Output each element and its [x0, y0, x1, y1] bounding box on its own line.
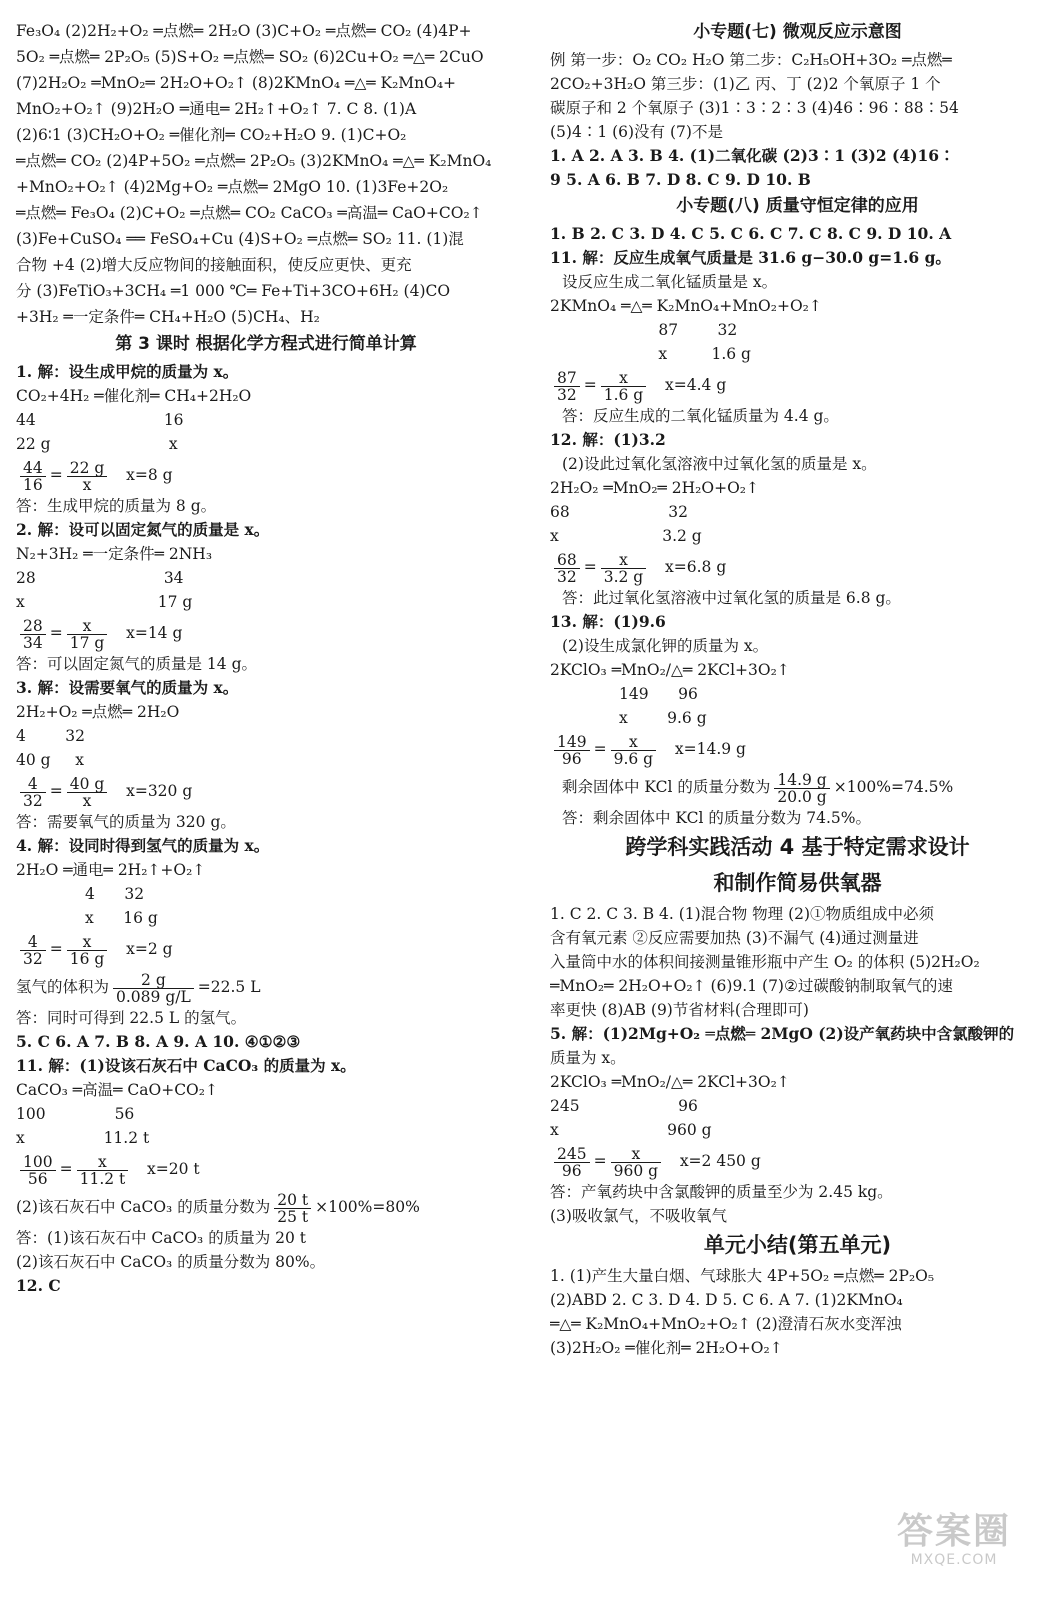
ratio-row: 28 34 [16, 569, 184, 587]
text-line: 质量为 x。 [550, 1049, 626, 1067]
result: x=6.8 g [665, 558, 727, 576]
watermark-text: 答案圈 [896, 1511, 1011, 1552]
text-line: 率更快 (8)AB (9)节省材料(合理即可) [550, 1001, 809, 1019]
answer: 答：(1)该石灰石中 CaCO₃ 的质量为 20 t [16, 1229, 306, 1247]
proportion: $\frac{149}{96}$ = $\frac{x}{9.6 g}$ x=14.9 g [550, 730, 1045, 768]
choice-answers: 5. C 6. A 7. B 8. A 9. A 10. ④①②③ [16, 1032, 301, 1051]
fraction-numerator: x [601, 370, 647, 387]
question-head: 2. 解：设可以固定氮气的质量是 x。 [16, 520, 270, 539]
text-line: ═△═ K₂MnO₄+MnO₂+O₂↑ (2)澄清石灰水变浑浊 [550, 1315, 902, 1333]
fraction-numerator: 149 [554, 734, 590, 751]
equation: 2H₂O₂ ═MnO₂═ 2H₂O+O₂↑ [550, 479, 760, 497]
fraction-denominator: 16 g [69, 949, 105, 968]
section-heading: 小专题(七) 微观反应示意图 [693, 22, 902, 42]
fraction-denominator: 96 [561, 749, 582, 768]
result: =22.5 L [197, 978, 261, 996]
equation: 2KClO₃ ═MnO₂/△═ 2KCl+3O₂↑ [550, 1073, 790, 1091]
ratio-row: 245 96 [550, 1097, 698, 1115]
watermark-url: MXQE.COM [910, 1552, 998, 1568]
answer: (2)该石灰石中 CaCO₃ 的质量分数为 80%。 [16, 1253, 326, 1271]
fraction-denominator: 32 [23, 791, 43, 810]
ratio-row: 149 96 [550, 685, 698, 703]
question-head: 4. 解：设同时得到氢气的质量为 x。 [16, 836, 270, 855]
proportion: $\frac{4}{32}$ = $\frac{40 g}{x}$ x=320 g [16, 772, 516, 810]
ratio-row: 4 32 [16, 727, 86, 745]
ratio-row: 4 32 [16, 885, 145, 903]
ratio-row: x 11.2 t [16, 1129, 150, 1147]
answer: 答：产氧药块中含氯酸钾的质量至少为 2.45 kg。 [550, 1183, 893, 1201]
text-line: 入量筒中水的体积间接测量锥形瓶中产生 O₂ 的体积 (5)2H₂O₂ [550, 953, 980, 971]
ratio-row: 68 32 [550, 503, 688, 521]
left-column [16, 18, 516, 1298]
answer: 答：同时可得到 22.5 L 的氢气。 [16, 1009, 247, 1027]
text-line: (5)4∶1 (6)没有 (7)不是 [550, 123, 723, 141]
fraction-denominator: 96 [561, 1161, 582, 1180]
ratio-row: x 3.2 g [550, 527, 702, 545]
volume-label: 氢气的体积为 [16, 978, 110, 996]
fraction-denominator: 0.089 g/L [116, 987, 191, 1006]
fraction-denominator: 960 g [613, 1161, 659, 1180]
text-line: (2)6∶1 (3)CH₂O+O₂ ═催化剂═ CO₂+H₂O 9. (1)C+O₂ [16, 126, 407, 144]
fraction-denominator: 25 t [277, 1207, 309, 1226]
question-head: 5. 解：(1)2Mg+O₂ ═点燃═ 2MgO (2)设产氧药块中含氯酸钾的 [550, 1024, 1015, 1043]
ratio-row: 44 16 [16, 411, 184, 429]
result: x=14 g [126, 624, 183, 642]
ratio-row: 40 g x [16, 751, 84, 769]
fraction-numerator: 4 [20, 776, 46, 793]
fraction-numerator: 68 [554, 552, 580, 569]
proportion: $\frac{245}{96}$ = $\frac{x}{960 g}$ x=2 450 g [550, 1142, 1045, 1180]
text-line: 含有氧元素 ②反应需要加热 (3)不漏气 (4)通过测量进 [550, 929, 919, 947]
fraction-numerator: x [611, 734, 657, 751]
fraction-numerator: x [611, 1146, 661, 1163]
answer: 答：需要氧气的质量为 320 g。 [16, 813, 236, 831]
fraction-denominator: 11.2 t [79, 1169, 126, 1188]
fraction-denominator: 56 [27, 1169, 48, 1188]
text-line: 合物 +4 (2)增大反应物间的接触面积，使反应更快、更充 [16, 256, 412, 274]
fraction-numerator: 40 g [67, 776, 108, 793]
fraction-numerator: 28 [20, 618, 46, 635]
choice-answers: 1. B 2. C 3. D 4. C 5. C 6. C 7. C 8. C 9. D 10. A [550, 224, 952, 243]
right-column [550, 18, 1045, 1360]
ratio-row: x 960 g [550, 1121, 712, 1139]
fraction-numerator: x [67, 934, 108, 951]
text-line: 2CO₂+3H₂O 第三步：(1)乙 丙、丁 (2)2 个氧原子 1 个 [550, 75, 941, 93]
fraction-numerator: 44 [20, 460, 46, 477]
result: x=8 g [126, 466, 173, 484]
text-line: 1. (1)产生大量白烟、气球胀大 4P+5O₂ ═点燃═ 2P₂O₅ [550, 1267, 935, 1285]
text-line: Fe₃O₄ (2)2H₂+O₂ ═点燃═ 2H₂O (3)C+O₂ ═点燃═ CO₂ (4)4P+ [16, 22, 472, 40]
result: x=2 g [126, 940, 173, 958]
proportion: $\frac{100}{56}$ = $\frac{x}{11.2 t}$ x=20 t [16, 1150, 516, 1188]
fraction-numerator: x [601, 552, 647, 569]
fraction-denominator: x [82, 475, 92, 494]
choice-answers: 12. C [16, 1276, 61, 1295]
equation: CO₂+4H₂ ═催化剂═ CH₄+2H₂O [16, 387, 252, 405]
section-heading: 跨学科实践活动 4 基于特定需求设计 [625, 835, 970, 859]
result: ×100%=74.5% [833, 778, 954, 796]
fraction-numerator: x [67, 618, 108, 635]
fraction-denominator: 17 g [69, 633, 105, 652]
result: x=2 450 g [679, 1152, 761, 1170]
ratio-row: 100 56 [16, 1105, 135, 1123]
result: x=20 t [147, 1160, 200, 1178]
result: x=320 g [126, 782, 193, 800]
text-line: 分 (3)FeTiO₃+3CH₄ ═1 000 ℃═ Fe+Ti+3CO+6H₂ (4)CO [16, 282, 451, 300]
section-heading: 第 3 课时 根据化学方程式进行简单计算 [115, 334, 417, 354]
text-line: (7)2H₂O₂ ═MnO₂═ 2H₂O+O₂↑ (8)2KMnO₄ ═△═ K₂MnO₄+ [16, 74, 457, 92]
proportion: $\frac{4}{32}$ = $\frac{x}{16 g}$ x=2 g [16, 930, 516, 968]
fraction-denominator: 34 [23, 633, 43, 652]
fraction-numerator: 2 g [113, 972, 194, 989]
fraction-denominator: 32 [557, 567, 577, 586]
text-line: (3)2H₂O₂ ═催化剂═ 2H₂O+O₂↑ [550, 1339, 783, 1357]
text-line: 9 5. A 6. B 7. D 8. C 9. D 10. B [550, 170, 811, 189]
fraction-denominator: x [82, 791, 92, 810]
equation: 2KClO₃ ═MnO₂/△═ 2KCl+3O₂↑ [550, 661, 790, 679]
ratio-row: x 1.6 g [550, 345, 751, 363]
result: x=4.4 g [665, 376, 727, 394]
fraction-denominator: 32 [557, 385, 577, 404]
fraction-numerator: 100 [20, 1154, 56, 1171]
fraction-denominator: 16 [23, 475, 43, 494]
fraction-numerator: 22 g [67, 460, 108, 477]
text-line: (3)吸收氯气，不吸收氧气 [550, 1207, 727, 1225]
percentage-label: (2)该石灰石中 CaCO₃ 的质量分数为 [16, 1198, 271, 1216]
equation: 2KMnO₄ ═△═ K₂MnO₄+MnO₂+O₂↑ [550, 297, 822, 315]
answer: 答：生成甲烷的质量为 8 g。 [16, 497, 217, 515]
text-line: (2)设生成氯化钾的质量为 x。 [562, 637, 769, 655]
fraction-numerator: x [77, 1154, 129, 1171]
text-line: +3H₂ ═一定条件═ CH₄+H₂O (5)CH₄、H₂ [16, 308, 320, 326]
text-line: ═点燃═ Fe₃O₄ (2)C+O₂ ═点燃═ CO₂ CaCO₃ ═高温═ CaO+CO₂↑ [16, 204, 483, 222]
text-line: 例 第一步：O₂ CO₂ H₂O 第二步：C₂H₅OH+3O₂ ═点燃═ [550, 51, 952, 69]
proportion: $\frac{68}{32}$ = $\frac{x}{3.2 g}$ x=6.8 g [550, 548, 1045, 586]
text-line: +MnO₂+O₂↑ (4)2Mg+O₂ ═点燃═ 2MgO 10. (1)3Fe+2O₂ [16, 178, 449, 196]
question-head: 13. 解：(1)9.6 [550, 612, 666, 631]
ratio-row: x 17 g [16, 593, 193, 611]
fraction-denominator: 3.2 g [603, 567, 644, 586]
question-head: 11. 解：(1)设该石灰石中 CaCO₃ 的质量为 x。 [16, 1056, 356, 1075]
question-head: 11. 解：反应生成氧气质量是 31.6 g−30.0 g=1.6 g。 [550, 248, 951, 267]
equation: N₂+3H₂ ═一定条件═ 2NH₃ [16, 545, 213, 563]
fraction-numerator: 87 [554, 370, 580, 387]
answer: 答：可以固定氮气的质量是 14 g。 [16, 655, 258, 673]
text-line: ═点燃═ CO₂ (2)4P+5O₂ ═点燃═ 2P₂O₅ (3)2KMnO₄ ═△═ K₂MnO₄ [16, 152, 492, 170]
result: x=14.9 g [674, 740, 746, 758]
volume-calc [16, 968, 516, 1006]
proportion: $\frac{44}{16}$ = $\frac{22 g}{x}$ x=8 g [16, 456, 516, 494]
ratio-row: x 16 g [16, 909, 158, 927]
proportion: $\frac{87}{32}$ = $\frac{x}{1.6 g}$ x=4.4 g [550, 366, 1045, 404]
text-line: 1. C 2. C 3. B 4. (1)混合物 物理 (2)①物质组成中必须 [550, 905, 935, 923]
question-head: 12. 解：(1)3.2 [550, 430, 666, 449]
fraction-denominator: 20.0 g [777, 787, 827, 806]
watermark-logo [889, 1512, 1019, 1582]
fraction-numerator: 4 [20, 934, 46, 951]
fraction-numerator: 245 [554, 1146, 590, 1163]
proportion: $\frac{28}{34}$ = $\frac{x}{17 g}$ x=14 g [16, 614, 516, 652]
fraction-numerator: 14.9 g [774, 772, 829, 789]
fraction-numerator: 20 t [274, 1192, 311, 1209]
text-line: 碳原子和 2 个氧原子 (3)1∶3∶2∶3 (4)46∶96∶88∶54 [550, 99, 959, 117]
text-line: ═MnO₂═ 2H₂O+O₂↑ (6)9.1 (7)②过碳酸钠制取氧气的速 [550, 977, 953, 995]
text-line: (3)Fe+CuSO₄ ══ FeSO₄+Cu (4)S+O₂ ═点燃═ SO₂ 11. (1)混 [16, 230, 464, 248]
percentage-calc [550, 768, 1045, 806]
answer: 答：此过氧化氢溶液中过氧化氢的质量是 6.8 g。 [562, 589, 901, 607]
answer: 答：剩余固体中 KCl 的质量分数为 74.5%。 [562, 809, 872, 827]
fraction-denominator: 9.6 g [613, 749, 654, 768]
ratio-row: 87 32 [550, 321, 738, 339]
text-line: 1. A 2. A 3. B 4. (1)二氧化碳 (2)3∶1 (3)2 (4)16∶ [550, 146, 955, 165]
section-heading: 单元小结(第五单元) [703, 1233, 892, 1257]
ratio-row: 22 g x [16, 435, 178, 453]
equation: 2H₂O ═通电═ 2H₂↑+O₂↑ [16, 861, 206, 879]
text-line: (2)设此过氧化氢溶液中过氧化氢的质量是 x。 [562, 455, 877, 473]
section-heading: 小专题(八) 质量守恒定律的应用 [676, 196, 919, 216]
question-head: 1. 解：设生成甲烷的质量为 x。 [16, 362, 239, 381]
text-line: (2)ABD 2. C 3. D 4. D 5. C 6. A 7. (1)2KMnO₄ [550, 1291, 903, 1309]
question-head: 3. 解：设需要氧气的质量为 x。 [16, 678, 239, 697]
text-line: MnO₂+O₂↑ (9)2H₂O ═通电═ 2H₂↑+O₂↑ 7. C 8. (1)A [16, 100, 417, 118]
equation: CaCO₃ ═高温═ CaO+CO₂↑ [16, 1081, 218, 1099]
equation: 2H₂+O₂ ═点燃═ 2H₂O [16, 703, 180, 721]
percentage-calc [16, 1188, 516, 1226]
answer: 答：反应生成的二氧化锰质量为 4.4 g。 [562, 407, 839, 425]
result: ×100%=80% [315, 1198, 420, 1216]
fraction-denominator: 1.6 g [603, 385, 644, 404]
section-heading: 和制作简易供氧器 [713, 871, 882, 895]
text-line: 设反应生成二氧化锰质量是 x。 [562, 273, 778, 291]
ratio-row: x 9.6 g [550, 709, 707, 727]
percentage-label: 剩余固体中 KCl 的质量分数为 [562, 778, 771, 796]
fraction-denominator: 32 [23, 949, 43, 968]
text-line: 5O₂ ═点燃═ 2P₂O₅ (5)S+O₂ ═点燃═ SO₂ (6)2Cu+O₂ ═△═ 2CuO [16, 48, 484, 66]
